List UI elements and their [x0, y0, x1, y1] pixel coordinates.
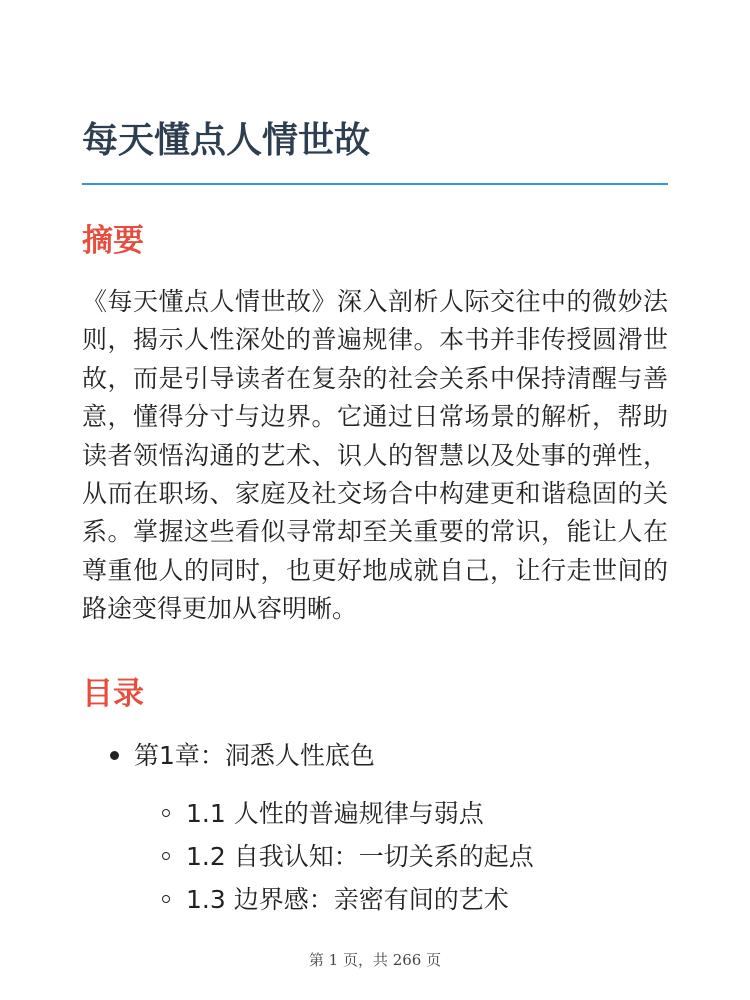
abstract-body: 《每天懂点人情世故》深入剖析人际交往中的微妙法则，揭示人性深处的普遍规律。本书并非传授圆滑世故，而是引导读者在复杂的社会关系中保持清醒与善意，懂得分寸与边界。它通过日常场景的解析，帮助读者领悟沟通的艺术、识人的智慧以及处事的弹性，从而在职场、家庭及社交场合中构建更和谐稳固的关系。掌握这些看似寻常却至关重要的常识，能让人在尊重他人的同时，也更好地成就自己，让行走世间的路途变得更加从容明晰。 — [82, 287, 668, 624]
toc-heading: 目录 — [82, 676, 144, 712]
toc-section-label: 1.1 人性的普遍规律与弱点 — [186, 799, 484, 828]
page-number-footer: 第 1 页，共 266 页 — [308, 951, 442, 969]
toc-chapter-item[interactable] — [110, 738, 375, 774]
toc-section-label: 1.2 自我认知：一切关系的起点 — [186, 842, 534, 871]
toc-section-item[interactable] — [162, 839, 534, 875]
toc-section-item[interactable] — [162, 882, 509, 918]
book-title: 每天懂点人情世故 — [82, 120, 371, 161]
bullet-dot-icon — [110, 751, 119, 760]
title-divider — [82, 183, 668, 185]
abstract-heading: 摘要 — [82, 223, 144, 259]
toc-chapter-label: 第1章：洞悉人性底色 — [134, 741, 375, 770]
bullet-circle-icon — [162, 895, 170, 903]
toc-section-label: 1.3 边界感：亲密有间的艺术 — [186, 885, 509, 914]
bullet-circle-icon — [162, 852, 170, 860]
bullet-circle-icon — [162, 809, 170, 817]
toc-section-item[interactable] — [162, 796, 484, 832]
